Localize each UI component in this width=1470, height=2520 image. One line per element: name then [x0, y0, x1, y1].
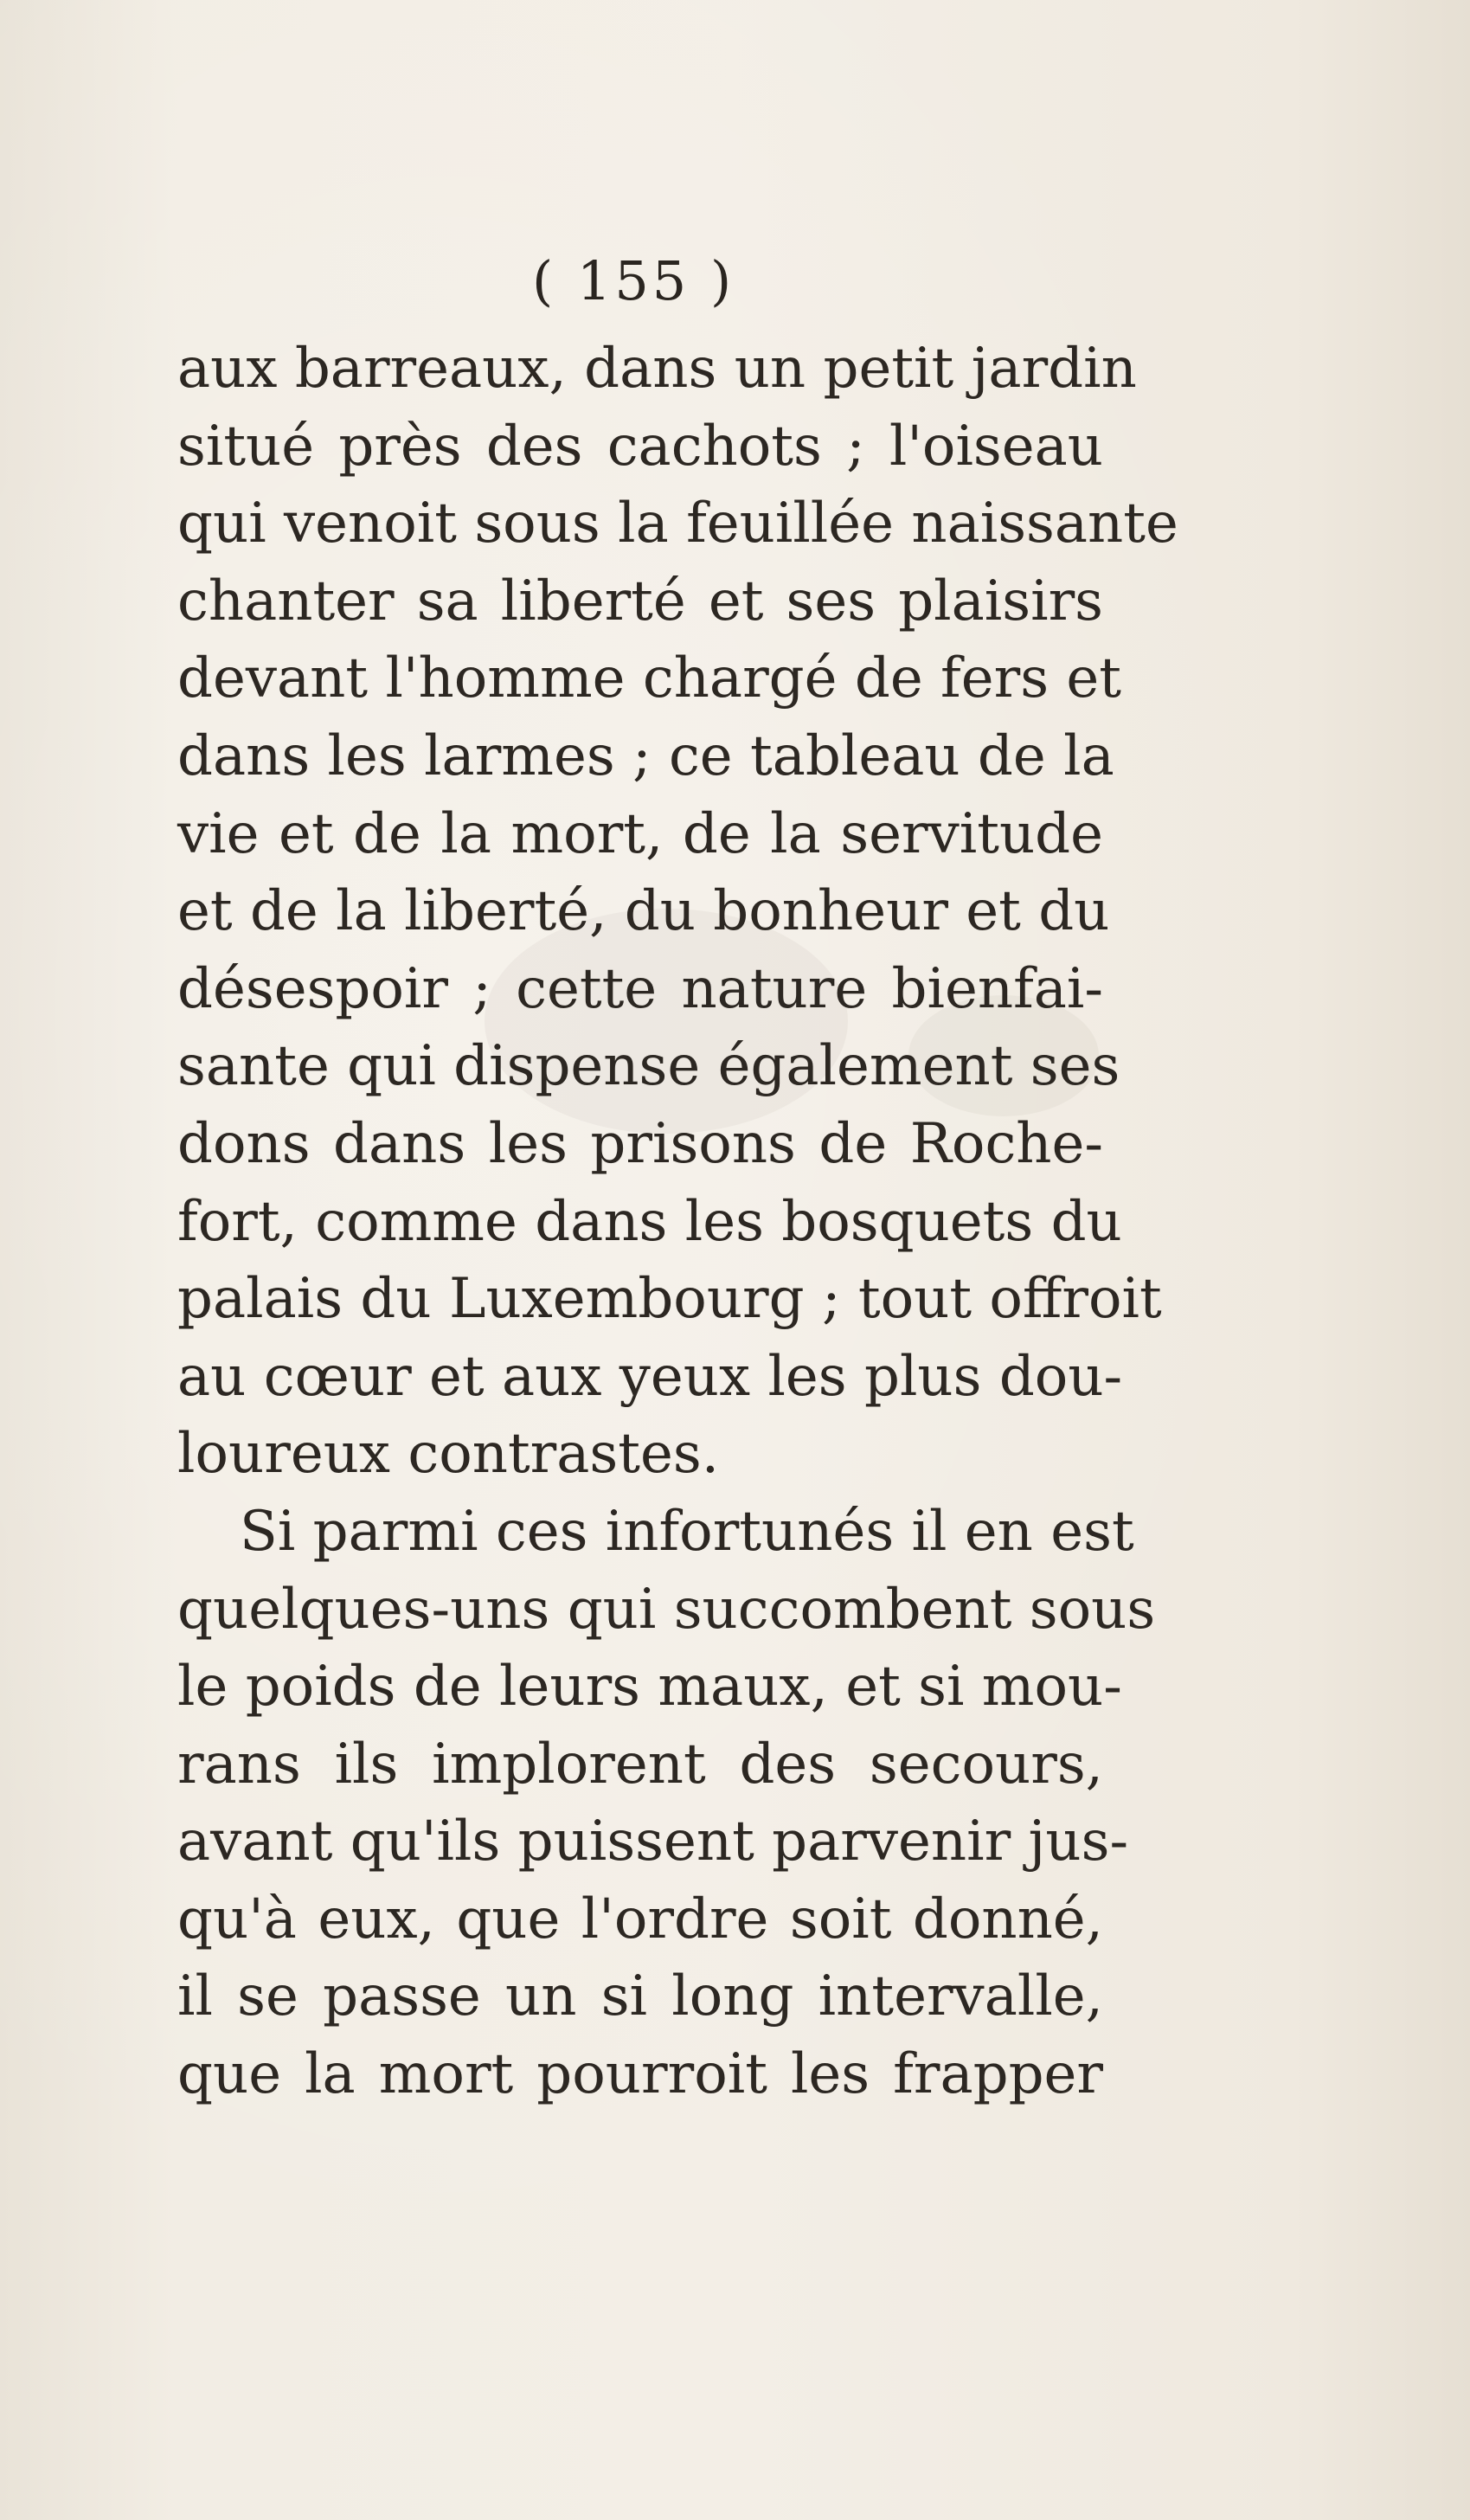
text-line: qu'à eux, que l'ordre soit donné,: [177, 1887, 1103, 1951]
text-line: sante qui dispense également ses: [177, 1034, 1120, 1099]
text-line: situé près des cachots ; l'oiseau: [177, 414, 1103, 479]
text-line: Si parmi ces infortunés il en est: [240, 1499, 1134, 1564]
page-number: ( 155 ): [532, 249, 735, 312]
text-line: vie et de la mort, de la servitude: [177, 801, 1103, 866]
text-line: qui venoit sous la feuillée naissante: [177, 492, 1178, 556]
paragraph: [177, 1494, 1156, 2114]
text-line: que la mort pourroit les frapper: [177, 2042, 1103, 2107]
text-line: loureux contrastes.: [177, 1422, 720, 1487]
text-line: et de la liberté, du bonheur et du: [177, 879, 1110, 944]
text-line: devant l'homme chargé de fers et: [177, 646, 1121, 711]
text-line: au cœur et aux yeux les plus dou-: [177, 1344, 1123, 1409]
text-line: palais du Luxembourg ; tout offroit: [177, 1267, 1162, 1332]
text-line: quelques-uns qui succombent sous: [177, 1577, 1156, 1642]
text-line: fort, comme dans les bosquets du: [177, 1189, 1122, 1254]
text-line: aux barreaux, dans un petit jardin: [177, 337, 1137, 401]
body-text: [177, 331, 1178, 2114]
text-line: dons dans les prisons de Roche-: [177, 1111, 1103, 1176]
text-line: dans les larmes ; ce tableau de la: [177, 723, 1114, 788]
text-line: désespoir ; cette nature bienfai-: [177, 956, 1103, 1021]
paragraph: [177, 331, 1178, 1494]
text-line: le poids de leurs maux, et si mou-: [177, 1655, 1122, 1720]
text-line: rans ils implorent des secours,: [177, 1732, 1103, 1797]
text-line: chanter sa liberté et ses plaisirs: [177, 569, 1103, 633]
text-line: avant qu'ils puissent parvenir jus-: [177, 1810, 1129, 1874]
text-line: il se passe un si long intervalle,: [177, 1964, 1103, 2029]
